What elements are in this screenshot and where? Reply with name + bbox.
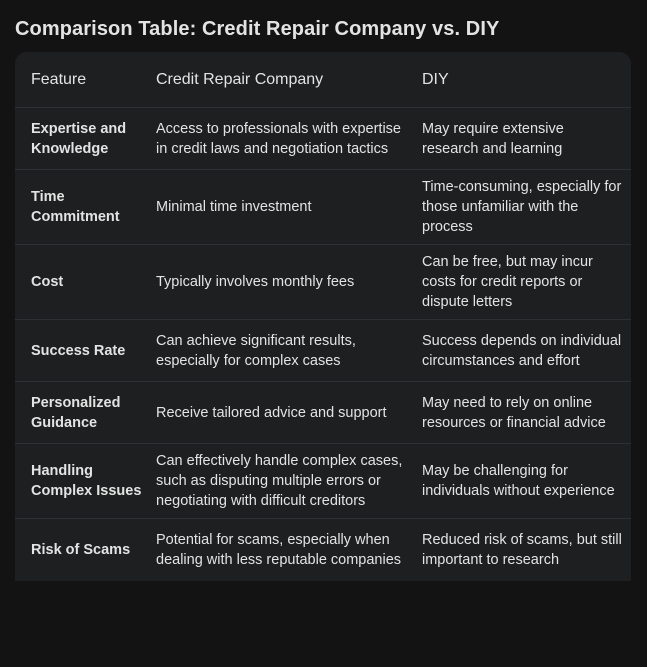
credit-repair-cell: Receive tailored advice and support bbox=[156, 382, 422, 444]
table-row bbox=[15, 108, 631, 170]
table-header-row bbox=[15, 52, 631, 108]
column-header-diy: DIY bbox=[422, 52, 631, 108]
page-title: Comparison Table: Credit Repair Company vs. DIY bbox=[15, 18, 500, 40]
diy-cell: Time-consuming, especially for those unfamiliar with the process bbox=[422, 170, 631, 245]
feature-cell: Time Commitment bbox=[15, 170, 156, 245]
feature-cell: Cost bbox=[15, 245, 156, 320]
credit-repair-cell: Minimal time investment bbox=[156, 170, 422, 245]
diy-cell: May be challenging for individuals without experience bbox=[422, 444, 631, 519]
table-row bbox=[15, 245, 631, 320]
credit-repair-cell: Potential for scams, especially when dealing with less reputable companies bbox=[156, 531, 402, 568]
credit-repair-cell: Can effectively handle complex cases, such as disputing multiple errors or negotiating with difficult creditors bbox=[156, 444, 422, 519]
feature-cell: Success Rate bbox=[15, 320, 156, 382]
feature-cell: Personalized Guidance bbox=[15, 382, 156, 444]
credit-repair-cell: Can achieve significant results, especially for complex cases bbox=[156, 320, 422, 382]
table-row bbox=[15, 320, 631, 382]
diy-cell: Can be free, but may incur costs for credit reports or dispute letters bbox=[422, 245, 631, 320]
table-row bbox=[15, 382, 631, 444]
comparison-table bbox=[15, 52, 631, 581]
table-row bbox=[15, 170, 631, 245]
feature-cell: Expertise and Knowledge bbox=[15, 108, 156, 170]
diy-cell: Reduced risk of scams, but still important to research bbox=[422, 531, 622, 568]
diy-cell: Success depends on individual circumstances and effort bbox=[422, 320, 631, 382]
table-row bbox=[15, 519, 631, 581]
table-row bbox=[15, 444, 631, 519]
credit-repair-cell: Typically involves monthly fees bbox=[156, 245, 422, 320]
diy-cell: May need to rely on online resources or financial advice bbox=[422, 382, 631, 444]
credit-repair-cell: Access to professionals with expertise in credit laws and negotiation tactics bbox=[156, 108, 422, 170]
comparison-table-container bbox=[15, 52, 631, 581]
feature-cell: Risk of Scams bbox=[31, 541, 131, 558]
column-header-feature: Feature bbox=[15, 52, 156, 108]
feature-cell: Handling Complex Issues bbox=[15, 444, 156, 519]
column-header-credit-repair-company: Credit Repair Company bbox=[156, 52, 422, 108]
diy-cell: May require extensive research and learning bbox=[422, 108, 631, 170]
